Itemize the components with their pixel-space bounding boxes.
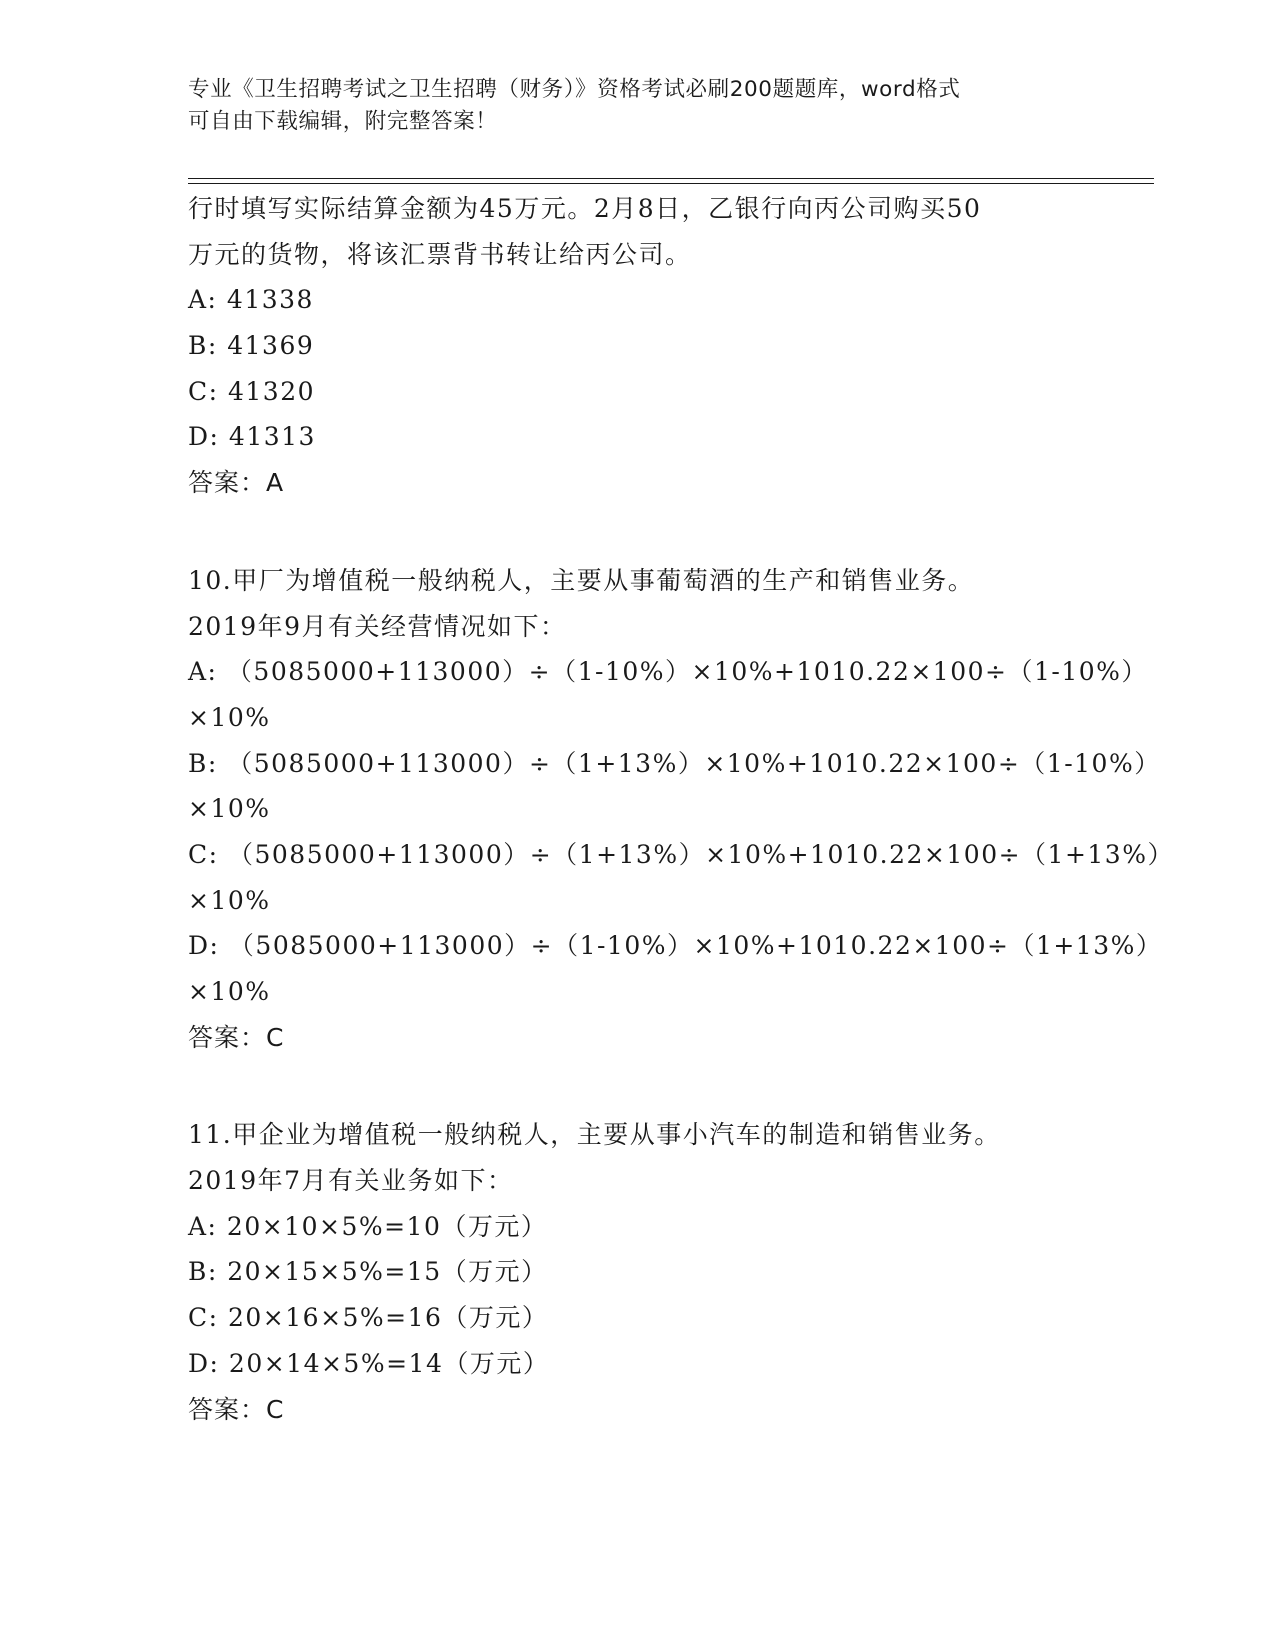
option-a-continued: ×10% [188,702,271,732]
question-text: 万元的货物，将该汇票背书转让给丙公司。 [188,239,692,269]
option-d-continued: ×10% [188,977,271,1006]
option-b-continued: ×10% [188,794,271,824]
document-header [188,74,1088,138]
option-c: C: 20×16×5%=16（万元） [188,1303,549,1333]
option-b: B: 41369 [188,331,315,361]
answer: 答案：C [188,1022,285,1052]
question-text: 行时填写实际结算金额为45万元。2月8日，乙银行向丙公司购买50 [188,194,982,223]
option-c-continued: ×10% [188,885,271,915]
option-d: D: 41313 [188,422,316,452]
header-divider-bottom [188,183,1154,184]
option-b: B: 20×15×5%=15（万元） [188,1257,548,1287]
option-b: B: （5085000+113000）÷（1+13%）×10%+1010.22×100÷（1-10%） [188,748,1161,778]
spacer [188,506,1148,558]
header-title-line-1: 专业《卫生招聘考试之卫生招聘（财务）》资格考试必刷200题题库，word格式 [188,77,961,102]
answer: 答案：C [188,1394,285,1424]
question-text: 11.甲企业为增值税一般纳税人，主要从事小汽车的制造和销售业务。 [188,1120,1001,1150]
option-a: A: 41338 [188,285,314,315]
option-d: D: （5085000+113000）÷（1-10%）×10%+1010.22×100÷（1+13%） [188,931,1163,961]
header-divider-top [188,178,1154,179]
question-text: 2019年9月有关经营情况如下： [188,611,567,641]
question-text: 2019年7月有关业务如下： [188,1166,514,1196]
question-10 [188,558,1174,1061]
option-a: A: （5085000+113000）÷（1-10%）×10%+1010.22×100÷（1-10%） [188,657,1148,687]
question-list [188,186,1174,1432]
option-c: C: （5085000+113000）÷（1+13%）×10%+1010.22×100÷（1+13%） [188,839,1174,869]
question-9 [188,186,1148,506]
spacer [188,1060,1148,1112]
answer: 答案：A [188,468,285,498]
option-d: D: 20×14×5%=14（万元） [188,1348,550,1378]
header-title-line-2: 可自由下载编辑，附完整答案！ [188,109,498,134]
question-text: 10.甲厂为增值税一般纳税人，主要从事葡萄酒的生产和销售业务。 [188,565,975,595]
option-a: A: 20×10×5%=10（万元） [188,1211,548,1241]
option-c: C: 41320 [188,376,316,406]
question-11 [188,1112,1148,1432]
